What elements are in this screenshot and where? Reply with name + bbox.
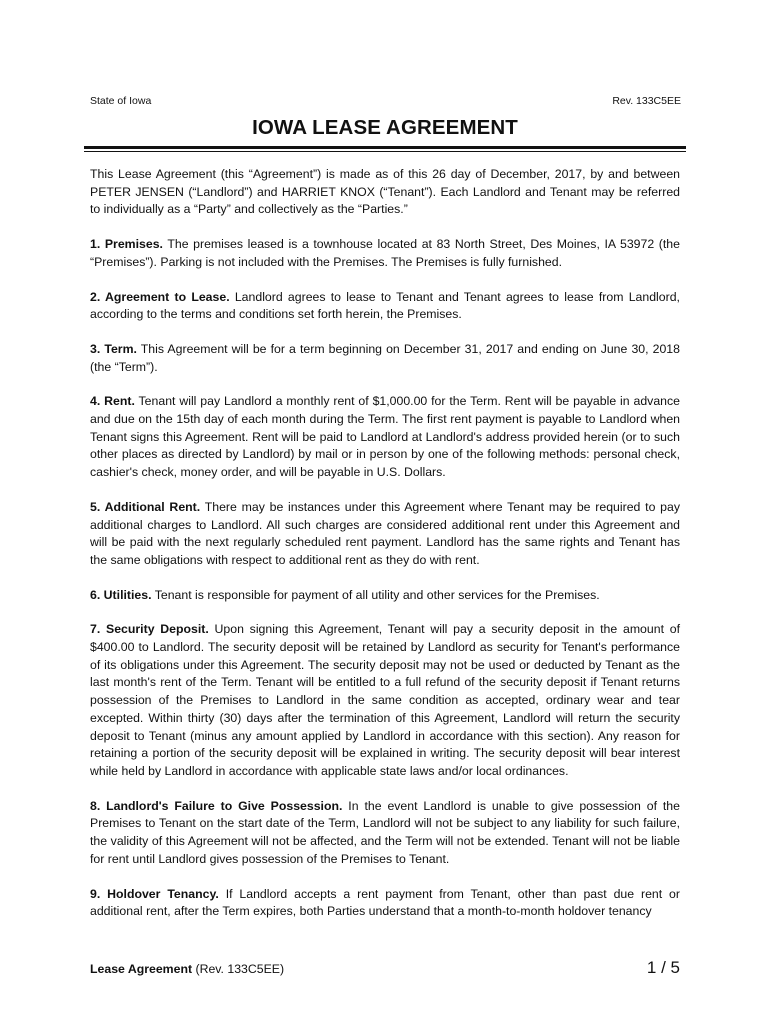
document-title: IOWA LEASE AGREEMENT xyxy=(252,116,518,139)
section-paragraph xyxy=(90,886,680,921)
section-heading: 8. Landlord's Failure to Give Possession. xyxy=(90,798,343,813)
section-heading: 6. Utilities. xyxy=(90,587,152,602)
section-paragraph xyxy=(90,621,680,780)
section-paragraph xyxy=(90,393,680,482)
section-heading: 4. Rent. xyxy=(90,394,135,409)
section-paragraph xyxy=(90,499,680,570)
section-heading: 9. Holdover Tenancy. xyxy=(90,886,219,901)
section-text: This Agreement will be for a term beginning on December 31, 2017 and ending on June 30, 2018 (the “Term”). xyxy=(90,341,680,374)
section-text: Landlord agrees to lease to Tenant and Tenant agrees to lease from Landlord, according to the terms and conditions set forth herein, the Premises. xyxy=(90,289,680,322)
section-text: The premises leased is a townhouse located at 83 North Street, Des Moines, IA 53972 (the “Premises”). Parking is not included with the Premises. The Premises is fully furnished. xyxy=(90,237,680,269)
footer-doc-rev: (Rev. 133C5EE) xyxy=(192,962,285,976)
footer-doc-label xyxy=(90,962,284,976)
section-text: Tenant will pay Landlord a monthly rent of $1,000.00 for the Term. Rent will be payable in advance and due on the 15th day of each month during the Term. The first rent payment is payable to Landlord when Tenant signs this Agreement. Rent will be paid to Landlord at Landlord's address provided herein (or to such other places as directed by Landlord) by mail or in person by one of the following methods: personal check, cashier's check, money order, and will be payable in U.S. Dollars. xyxy=(90,394,680,480)
title-divider-thick xyxy=(84,146,686,149)
section-heading: 3. Term. xyxy=(90,341,137,356)
state-label: State of Iowa xyxy=(90,95,152,107)
section-text: Upon signing this Agreement, Tenant will pay a security deposit in the amount of $400.00 to Landlord. The security deposit will be retained by Landlord as security for Tenant's performance of its obligations under this Agreement. The security deposit may not be used or deducted by Tenant as the last month's rent of the Term. Tenant will be entitled to a full refund of the security deposit if Tenant returns possession of the Premises to Landlord in the same condition as accepted, ordinary wear and tear excepted. Within thirty (30) days after the termination of this Agreement, Landlord will return the security deposit to Tenant (minus any amount applied by Landlord in accordance with this section). Any reason for retaining a portion of the security deposit will be explained in writing. The security deposit will bear interest while held by Landlord in accordance with applicable state laws and/or local ordinances. xyxy=(90,622,680,778)
title-divider-thin xyxy=(84,151,686,152)
section-text: There may be instances under this Agreement where Tenant may be required to pay additional charges to Landlord. All such charges are considered additional rent under this Agreement and will be paid with the next regularly scheduled rent payment. Landlord has the same rights and Tenant has the same obligations with respect to additional rent as they do with rent. xyxy=(90,499,681,567)
revision-label: Rev. 133C5EE xyxy=(612,95,681,107)
section-heading: 7. Security Deposit. xyxy=(90,622,209,637)
section-paragraph xyxy=(90,236,680,271)
document-body xyxy=(90,166,680,938)
section-heading: 1. Premises. xyxy=(90,237,163,252)
section-paragraph xyxy=(90,587,680,605)
section-paragraph xyxy=(90,798,680,869)
section-heading: 2. Agreement to Lease. xyxy=(90,289,230,304)
section-paragraph xyxy=(90,341,680,376)
section-text: In the event Landlord is unable to give possession of the Premises to Tenant on the start date of the Term, Landlord will not be subject to any liability for such failure, the validity of this Agreement will not be affected, and the Term will not be extended. Tenant will not be liable for rent until Landlord gives possession of the Premises to Tenant. xyxy=(90,798,680,866)
section-text: Tenant is responsible for payment of all utility and other services for the Premises. xyxy=(151,587,600,602)
section-text: If Landlord accepts a rent payment from Tenant, other than past due rent or additional rent, after the Term expires, both Parties understand that a month-to-month holdover tenancy xyxy=(90,886,680,919)
footer-doc-name: Lease Agreement xyxy=(90,962,193,976)
intro-paragraph: This Lease Agreement (this “Agreement”) is made as of this 26 day of December, 2017, by and between PETER JENSEN (“Landlord”) and HARRIET KNOX (“Tenant”). Each Landlord and Tenant may be referred to individually as a “Party” and collectively as the “Parties.” xyxy=(90,167,680,217)
page-number: 1 / 5 xyxy=(646,958,680,977)
section-heading: 5. Additional Rent. xyxy=(90,499,201,514)
section-paragraph xyxy=(90,289,680,324)
